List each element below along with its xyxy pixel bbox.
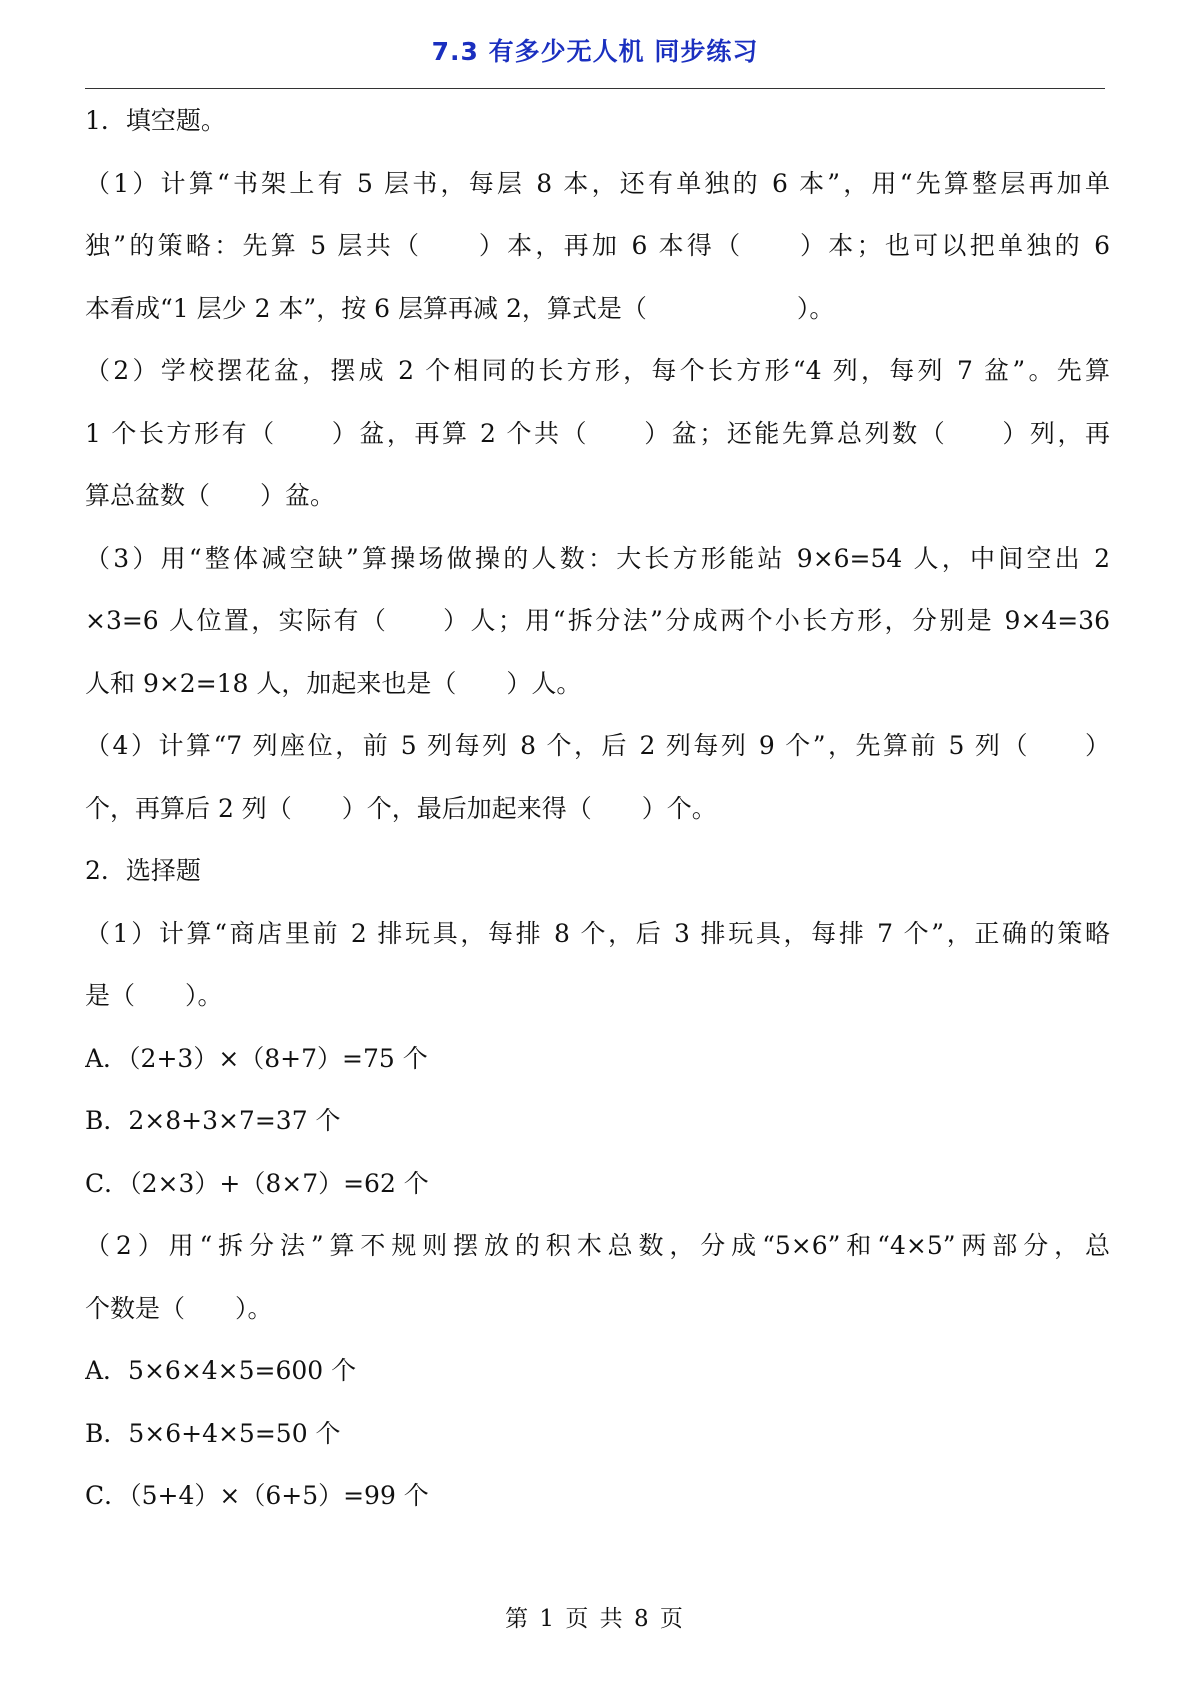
question-2-1-option-c: C．（2×3）+（8×7）=62 个 <box>85 1168 429 1198</box>
question-1-1-line-2: 独”的策略：先算 5 层共（ ）本，再加 6 本得（ ）本；也可以把单独的 6 <box>85 231 1110 260</box>
question-1-2-line-2: 1 个长方形有（ ）盆，再算 2 个共（ ）盆；还能先算总列数（ ）列，再 <box>85 418 1110 448</box>
section-heading-multiple-choice: 2．选择题 <box>85 856 201 885</box>
title-divider <box>85 88 1105 89</box>
question-1-1-line-3: 本看成“1 层少 2 本”，按 6 层算再减 2，算式是（ ）。 <box>85 293 835 323</box>
question-1-2-line-3: 算总盆数（ ）盆。 <box>85 481 336 510</box>
question-1-3-line-1: （3）用“整体减空缺”算操场做操的人数：大长方形能站 9×6=54 人，中间空出 2 <box>85 543 1110 573</box>
question-2-1-option-a: A．（2+3）×（8+7）=75 个 <box>85 1043 428 1073</box>
question-2-1-line-1: （1）计算“商店里前 2 排玩具，每排 8 个，后 3 排玩具，每排 7 个”，正确的策略 <box>85 918 1110 948</box>
question-1-1-line-1: （1）计算“书架上有 5 层书，每层 8 本，还有单独的 6 本”，用“先算整层再加单 <box>85 168 1110 198</box>
question-2-2-line-1: （2）用“拆分法”算不规则摆放的积木总数，分成“5×6”和“4×5”两部分，总 <box>85 1231 1110 1260</box>
question-2-2-option-c: C．（5+4）×（6+5）=99 个 <box>85 1481 429 1510</box>
question-2-2-option-b: B．5×6+4×5=50 个 <box>85 1418 341 1448</box>
question-1-3-line-3: 人和 9×2=18 人，加起来也是（ ）人。 <box>85 668 582 698</box>
question-1-3-line-2: ×3=6 人位置，实际有（ ）人；用“拆分法”分成两个小长方形，分别是 9×4=36 <box>85 606 1110 635</box>
question-1-4-line-1: （4）计算“7 列座位，前 5 列每列 8 个，后 2 列每列 9 个”，先算前 5 列（ ） <box>85 731 1110 760</box>
question-2-2-line-2: 个数是（ ）。 <box>85 1293 273 1323</box>
page-footer: 第 1 页 共 8 页 <box>505 1606 685 1632</box>
question-2-1-line-2: 是（ ）。 <box>85 981 223 1010</box>
question-1-4-line-2: 个，再算后 2 列（ ）个，最后加起来得（ ）个。 <box>85 793 717 823</box>
question-2-1-option-b: B．2×8+3×7=37 个 <box>85 1106 341 1135</box>
document-body <box>85 90 1110 1528</box>
question-1-2-line-1: （2）学校摆花盆，摆成 2 个相同的长方形，每个长方形“4 列，每列 7 盆”。先算 <box>85 356 1110 385</box>
question-2-2-option-a: A．5×6×4×5=600 个 <box>85 1356 357 1385</box>
page-title: 7.3 有多少无人机 同步练习 <box>431 37 759 66</box>
section-heading-fill-blank: 1．填空题。 <box>85 106 226 135</box>
